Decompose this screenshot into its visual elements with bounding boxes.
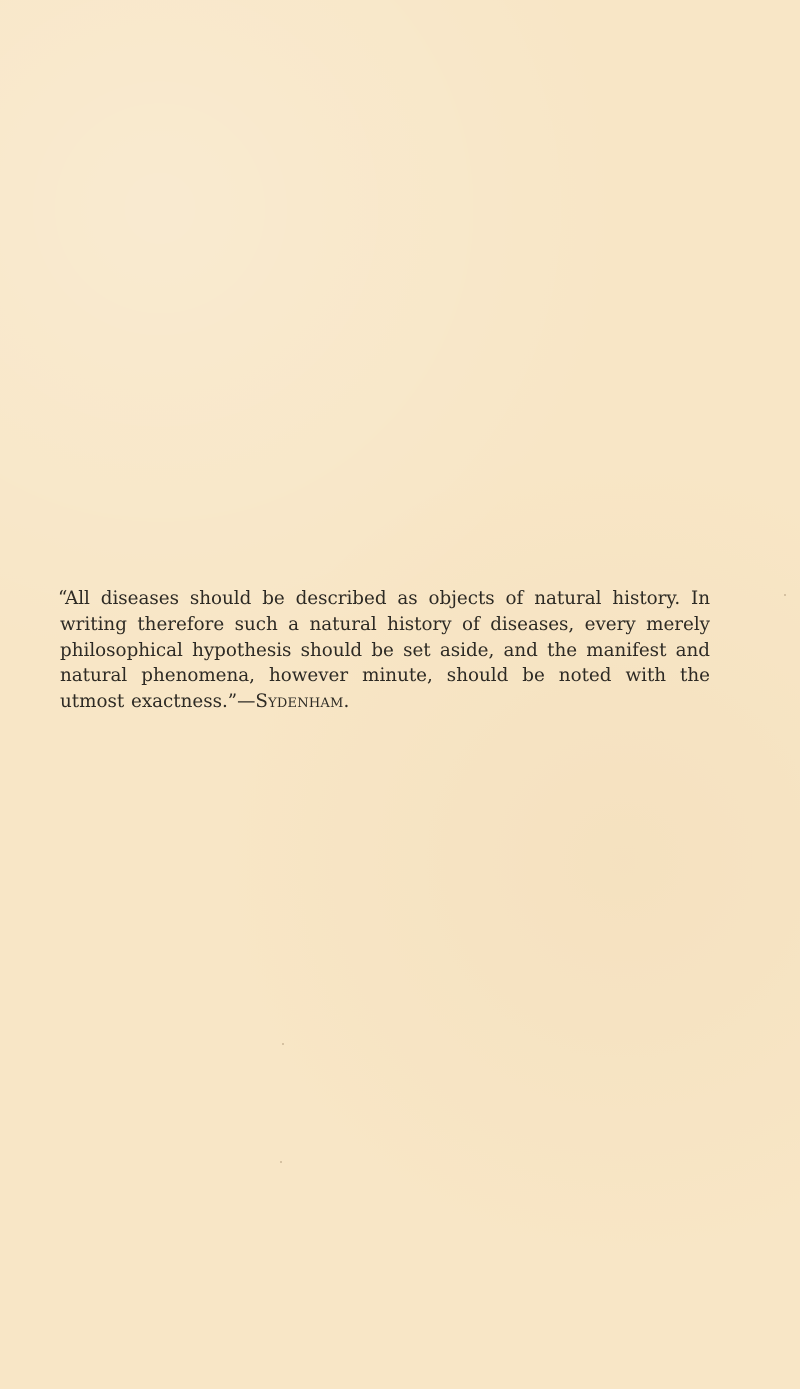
- quote-separator: —: [237, 691, 256, 713]
- paper-speck: [280, 1161, 282, 1163]
- paper-speck: [282, 1043, 284, 1045]
- paper-speck: [784, 594, 786, 596]
- quote-text: “All diseases should be described as objects of natural history. In writing therefore such a natural history of diseases, every merely philosophical hypothesis should be set aside, and the manifest and natural phenomena, however minute, should be noted with the utmost exactness.”: [58, 588, 710, 713]
- epigraph: [60, 586, 710, 715]
- epigraph-quote: [60, 586, 710, 715]
- epigraph-author: Sydenham.: [255, 691, 350, 713]
